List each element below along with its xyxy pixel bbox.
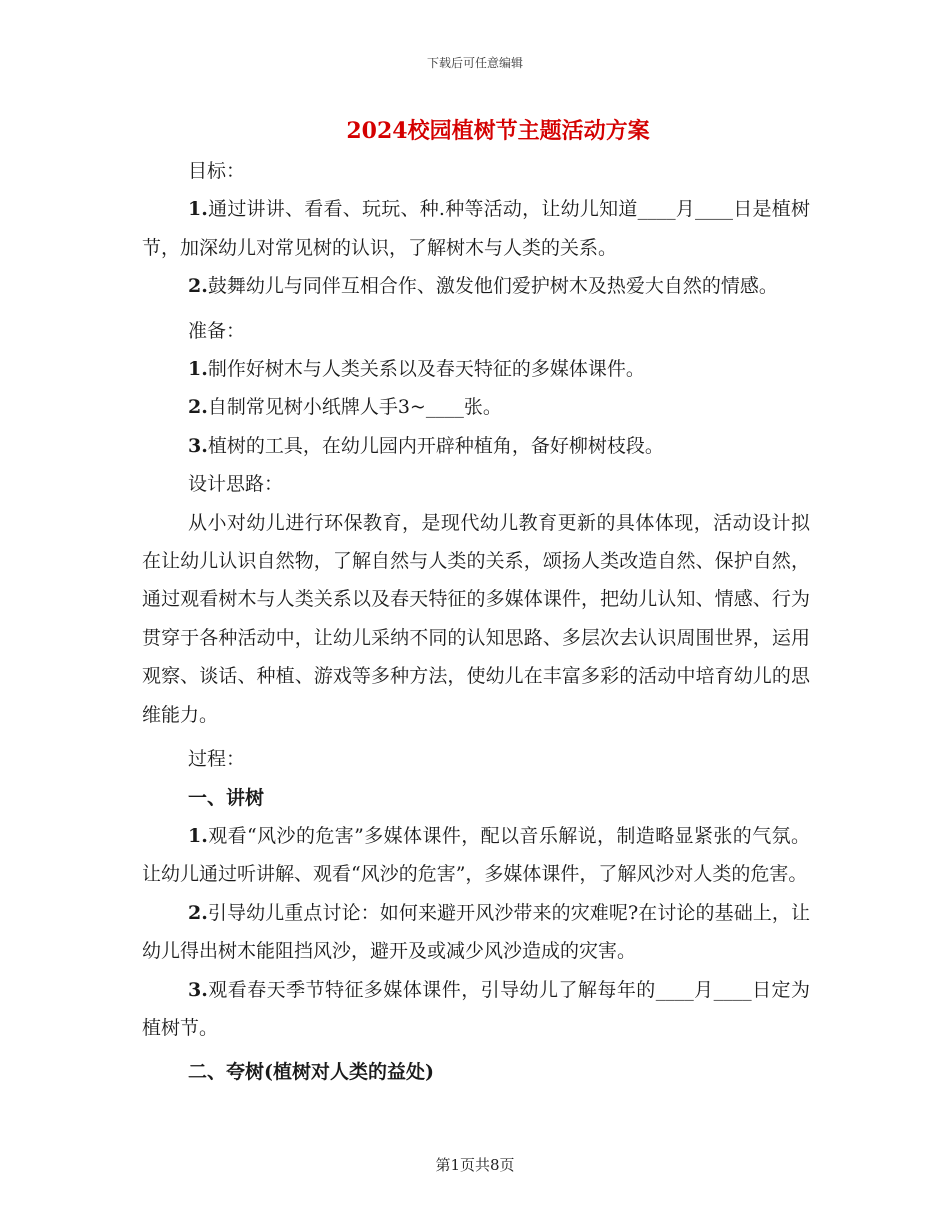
prep-item-2-text: 自制常见树小纸牌人手3~____张。	[207, 396, 502, 419]
prep-item-1-number: 1.	[188, 358, 208, 381]
process-item-1-number: 1.	[188, 824, 208, 847]
design-heading: 设计思路：	[188, 473, 284, 496]
process-item-1-text: 观看“风沙的危害”多媒体课件，配以音乐解说，制造略显紧张的气氛。让幼儿通过听讲解、观看“风沙的危害”，多媒体课件，了解风沙对人类的危害。	[142, 824, 810, 886]
prep-item-2-number: 2.	[188, 396, 208, 419]
goal-item-2-text: 鼓舞幼儿与同伴互相合作、激发他们爱护树木及热爱大自然的情感。	[207, 275, 778, 298]
process-item-3-text: 观看春天季节特征多媒体课件，引导幼儿了解每年的____月____日定为植树节。	[142, 978, 810, 1039]
prep-item-3-text: 植树的工具，在幼儿园内开辟种植角，备好柳树枝段。	[207, 434, 664, 457]
page-footer: 第1页共8页	[435, 1156, 515, 1174]
prep-item-2	[142, 388, 810, 426]
process-item-2-number: 2.	[188, 901, 208, 924]
prep-item-1	[142, 350, 810, 388]
prep-item-3-number: 3.	[188, 434, 208, 457]
process-heading: 过程：	[188, 748, 246, 771]
process-item-2	[142, 894, 810, 971]
prep-heading: 准备：	[188, 319, 246, 342]
goal-item-2	[142, 267, 810, 305]
process-subheading-2: 二、夸树(植树对人类的益处)	[188, 1061, 434, 1084]
goal-heading: 目标：	[188, 160, 246, 182]
process-item-1	[142, 817, 810, 894]
process-item-3-number: 3.	[188, 978, 208, 1001]
document-body	[142, 152, 810, 1092]
process-item-3	[142, 971, 810, 1048]
process-item-2-text: 引导幼儿重点讨论：如何来避开风沙带来的灾难呢?在讨论的基础上，让幼儿得出树木能阻挡风沙，避开及或减少风沙造成的灾害。	[142, 901, 810, 963]
design-paragraph: 从小对幼儿进行环保教育，是现代幼儿教育更新的具体体现，活动设计拟在让幼儿认识自然物，了解自然与人类的关系，颂扬人类改造自然、保护自然，通过观看树木与人类关系以及春天特征的多媒体课件，把幼儿认知、情感、行为贯穿于各种活动中，让幼儿采纳不同的认知思路、多层次去认识周围世界，运用观察、谈话、种植、游戏等多种方法，使幼儿在丰富多彩的活动中培育幼儿的思维能力。	[142, 511, 810, 726]
prep-item-3	[142, 427, 810, 465]
prep-item-1-text: 制作好树木与人类关系以及春天特征的多媒体课件。	[207, 358, 645, 381]
goal-item-1-number: 1.	[188, 198, 208, 221]
goal-item-2-number: 2.	[188, 275, 208, 298]
goal-item-1-text: 通过讲讲、看看、玩玩、种.种等活动，让幼儿知道____月____日是植树节，加深幼儿对常见树的认识，了解树木与人类的关系。	[142, 198, 810, 259]
document-title: 2024校园植树节主题活动方案	[346, 118, 650, 144]
goal-item-1	[142, 190, 810, 267]
process-subheading-1: 一、讲树	[188, 786, 265, 809]
header-note: 下载后可任意编辑	[426, 56, 523, 70]
